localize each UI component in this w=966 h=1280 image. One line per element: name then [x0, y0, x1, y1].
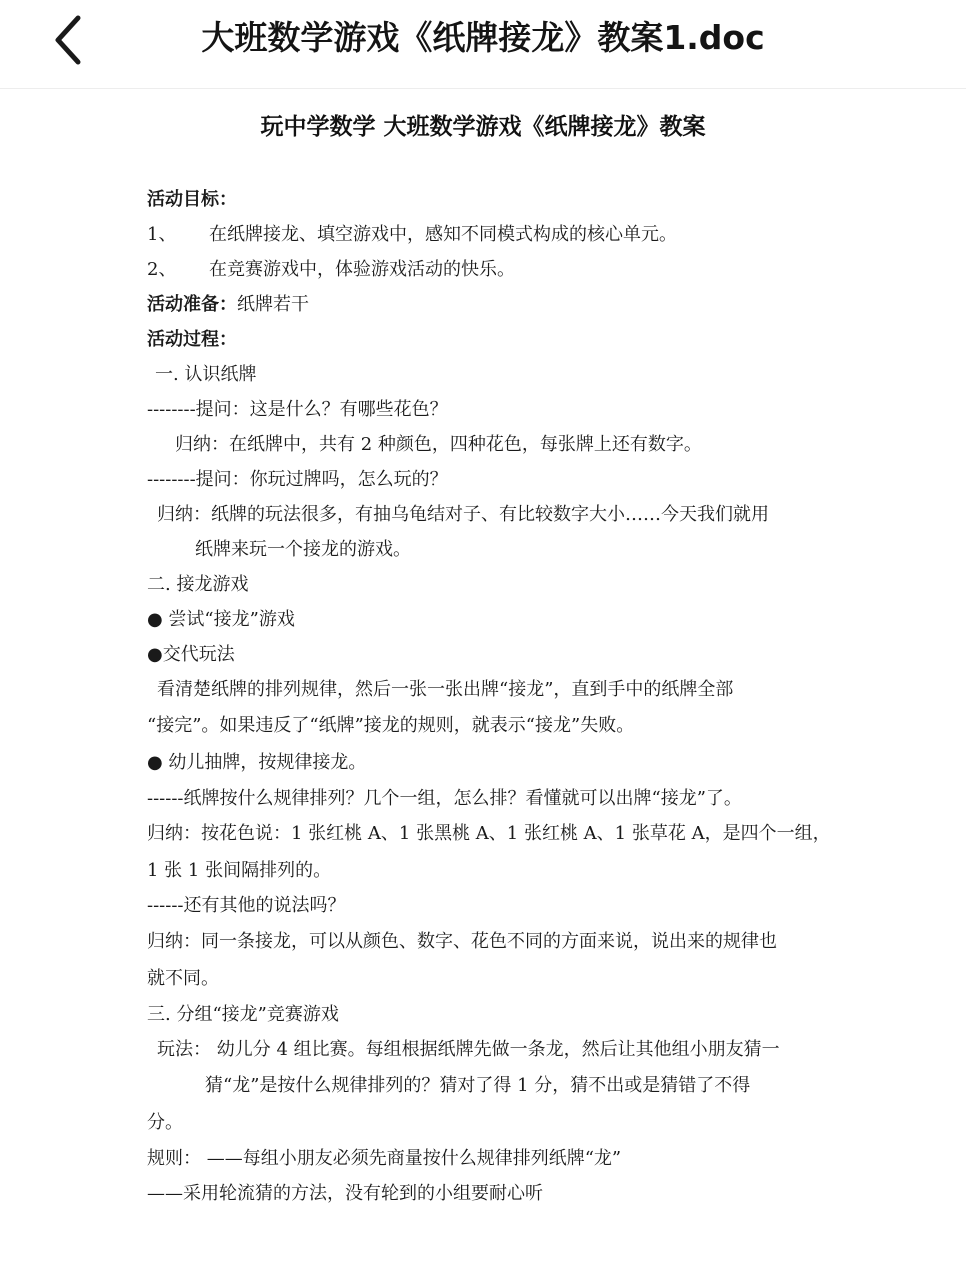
- section-1-summary-1: 归纳：在纸牌中，共有 2 种颜色，四种花色，每张牌上还有数字。: [175, 434, 702, 455]
- section-3-play-line-3: 分。: [147, 1112, 183, 1133]
- section-3-play-line-2: 猜“龙”是按什么规律排列的？猜对了得 1 分，猜不出或是猜错了不得: [205, 1075, 751, 1096]
- document-title: 大班数学游戏《纸牌接龙》教案1.doc: [201, 18, 765, 57]
- section-2-question-1: ------纸牌按什么规律排列？几个一组，怎么排？看懂就可以出牌“接龙”了。: [147, 788, 742, 809]
- goal-item-2: [147, 257, 515, 283]
- section-1-question-2: --------提问：你玩过牌吗，怎么玩的？: [147, 469, 448, 490]
- section-1-question-1: --------提问：这是什么？有哪些花色？: [147, 399, 448, 420]
- chevron-left-icon: [40, 10, 100, 70]
- back-button[interactable]: [40, 10, 100, 70]
- section-2-summary-1-line-2: 1 张 1 张间隔排列的。: [147, 860, 332, 881]
- section-1-summary-2-line-2: 纸牌来玩一个接龙的游戏。: [195, 539, 411, 560]
- section-2-bullet-1: ● 尝试“接龙”游戏: [147, 609, 295, 630]
- section-2-summary-1-line-1: 归纳：按花色说：1 张红桃 A、1 张黑桃 A、1 张红桃 A、1 张草花 A，是四个一组，: [147, 823, 831, 844]
- goal-1-text: 在纸牌接龙、填空游戏中，感知不同模式构成的核心单元。: [209, 224, 677, 245]
- process-label: 活动过程：: [147, 329, 237, 350]
- goal-2-number: 2、: [147, 259, 177, 280]
- section-2-rules-line-1: 看清楚纸牌的排列规律，然后一张一张出牌“接龙”，直到手中的纸牌全部: [157, 679, 734, 700]
- section-2-summary-2-line-2: 就不同。: [147, 968, 219, 989]
- section-1-summary-2-line-1: 归纳：纸牌的玩法很多，有抽乌龟结对子、有比较数字大小……今天我们就用: [157, 504, 769, 525]
- document-heading: 玩中学数学 大班数学游戏《纸牌接龙》教案: [260, 113, 706, 140]
- prep-line: [147, 292, 309, 318]
- section-2-question-2: ------还有其他的说法吗？: [147, 895, 346, 916]
- section-2-rules-line-2: “接完”。如果违反了“纸牌”接龙的规则，就表示“接龙”失败。: [147, 715, 635, 736]
- section-3-rule-line-2: ——采用轮流猜的方法，没有轮到的小组要耐心听: [147, 1183, 543, 1204]
- document-page: [0, 89, 966, 1280]
- goal-item-1: [147, 222, 677, 248]
- section-2-summary-2-line-1: 归纳：同一条接龙，可以从颜色、数字、花色不同的方面来说，说出来的规律也: [147, 931, 777, 952]
- goal-2-text: 在竞赛游戏中，体验游戏活动的快乐。: [209, 259, 515, 280]
- section-3-play-line-1: 玩法： 幼儿分 4 组比赛。每组根据纸牌先做一条龙，然后让其他组小朋友猜一: [157, 1039, 780, 1060]
- section-1-title: 一. 认识纸牌: [155, 364, 257, 385]
- section-3-title: 三. 分组“接龙”竞赛游戏: [147, 1004, 339, 1025]
- goal-1-number: 1、: [147, 224, 177, 245]
- section-2-bullet-2: ●交代玩法: [147, 644, 235, 665]
- prep-text: 纸牌若干: [237, 294, 309, 315]
- top-bar: [0, 0, 966, 89]
- prep-label: 活动准备：: [147, 294, 237, 315]
- section-2-bullet-3: ● 幼儿抽牌，按规律接龙。: [147, 752, 367, 773]
- section-3-rule-line-1: 规则： ——每组小朋友必须先商量按什么规律排列纸牌“龙”: [147, 1148, 622, 1169]
- goals-label: 活动目标：: [147, 189, 237, 210]
- section-2-title: 二. 接龙游戏: [147, 574, 249, 595]
